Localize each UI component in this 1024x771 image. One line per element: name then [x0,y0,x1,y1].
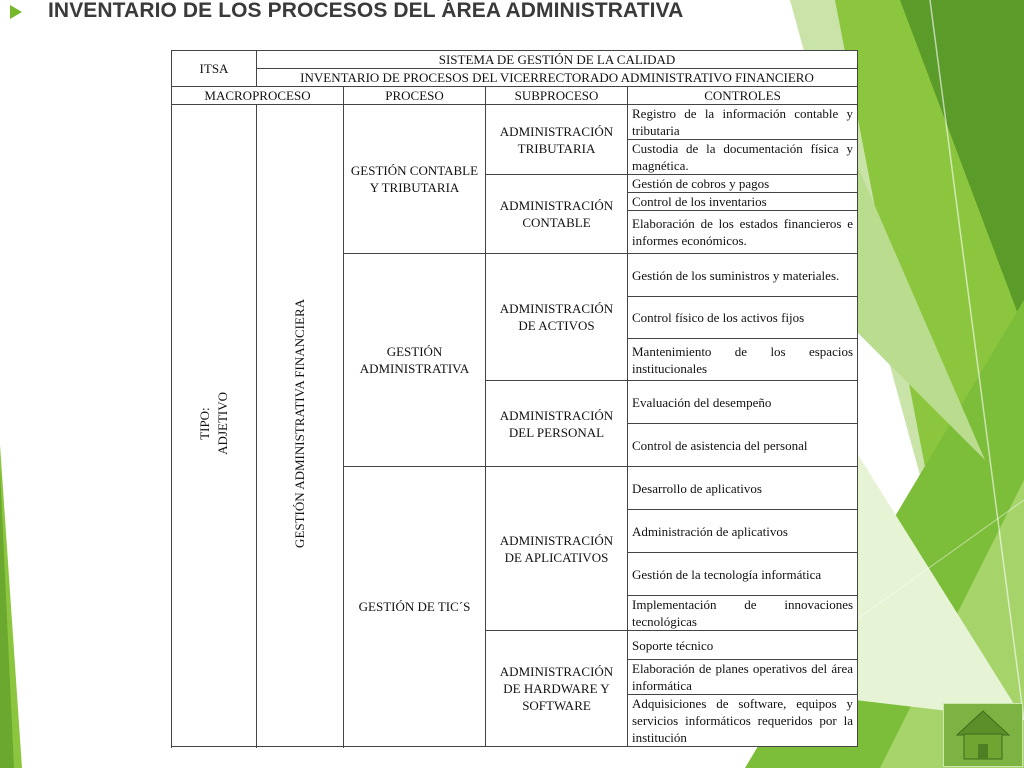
triangle-bullet-icon [10,5,22,19]
header-process: PROCESO [344,87,486,105]
home-button[interactable] [943,703,1023,767]
process-cell: GESTIÓN ADMINISTRATIVA [344,254,486,467]
process-inventory-table [171,50,858,747]
system-header: SISTEMA DE GESTIÓN DE LA CALIDAD [257,51,858,69]
home-icon [944,704,1022,766]
control-cell: Control físico de los activos fijos [628,297,858,339]
subprocess-cell: ADMINISTRACIÓN DE HARDWARE Y SOFTWARE [486,631,628,747]
slide-title: INVENTARIO DE LOS PROCESOS DEL ÁREA ADMINISTRATIVA [48,0,684,22]
inventory-subtitle: INVENTARIO DE PROCESOS DEL VICERRECTORADO ADMINISTRATIVO FINANCIERO [257,69,858,87]
subprocess-cell: ADMINISTRACIÓN DE APLICATIVOS [486,467,628,631]
process-cell: GESTIÓN CONTABLE Y TRIBUTARIA [344,105,486,254]
control-cell: Soporte técnico [628,631,858,660]
control-cell: Gestión de cobros y pagos [628,175,858,193]
subprocess-cell: ADMINISTRACIÓN DEL PERSONAL [486,381,628,467]
process-cell: GESTIÓN DE TIC´S [344,467,486,747]
org-cell: ITSA [172,51,257,87]
subprocess-cell: ADMINISTRACIÓN CONTABLE [486,175,628,254]
control-cell: Elaboración de planes operativos del área informática [628,660,858,695]
slide-header [0,0,1024,26]
control-cell: Mantenimiento de los espacios institucionales [628,339,858,381]
macroprocess-cell [257,105,344,747]
control-cell: Implementación de innovaciones tecnológicas [628,596,858,631]
control-cell: Control de los inventarios [628,193,858,211]
type-label: TIPO: [197,407,212,440]
control-cell: Adquisiciones de software, equipos y servicios informáticos requeridos por la institución [628,695,858,747]
control-cell: Desarrollo de aplicativos [628,467,858,510]
control-cell: Evaluación del desempeño [628,381,858,424]
subprocess-cell: ADMINISTRACIÓN TRIBUTARIA [486,105,628,175]
subprocess-cell: ADMINISTRACIÓN DE ACTIVOS [486,254,628,381]
header-macroprocess: MACROPROCESO [172,87,344,105]
type-cell [172,105,257,747]
macroprocess-name: GESTIÓN ADMINISTRATIVA FINANCIERA [292,299,307,548]
control-cell: Gestión de la tecnología informática [628,553,858,596]
control-cell: Custodia de la documentación física y magnética. [628,140,858,175]
control-cell: Gestión de los suministros y materiales. [628,254,858,297]
type-value: ADJETIVO [215,392,230,455]
control-cell: Administración de aplicativos [628,510,858,553]
header-controls: CONTROLES [628,87,858,105]
control-cell: Elaboración de los estados financieros e informes económicos. [628,211,858,254]
control-cell: Control de asistencia del personal [628,424,858,467]
header-subprocess: SUBPROCESO [486,87,628,105]
control-cell: Registro de la información contable y tributaria [628,105,858,140]
